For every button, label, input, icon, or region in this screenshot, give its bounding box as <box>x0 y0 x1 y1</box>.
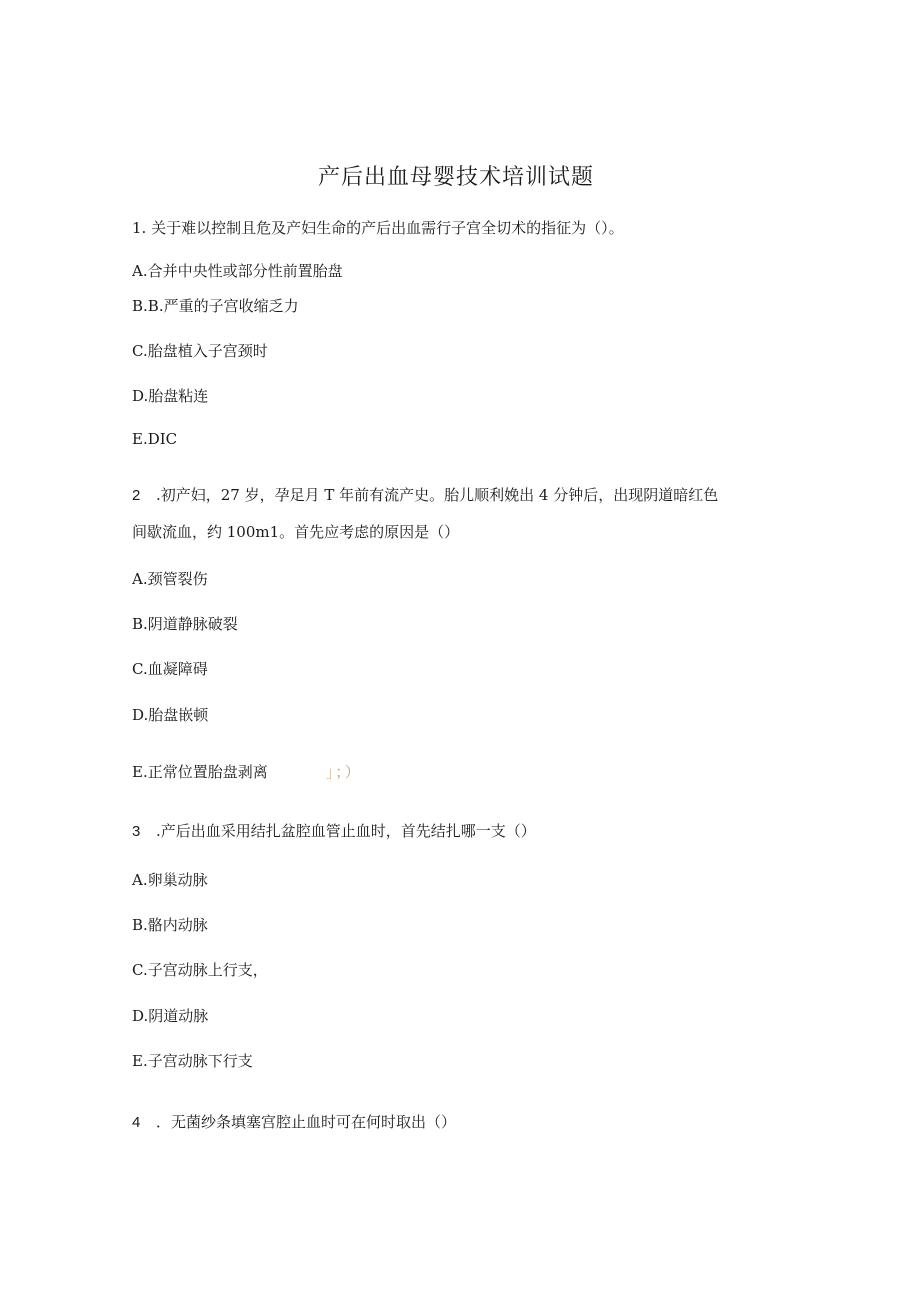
question-2-option-b: B.阴道静脉破裂 <box>132 615 238 633</box>
question-3-stem <box>132 821 536 842</box>
question-4-number: 4 <box>132 1114 141 1131</box>
question-4-stem-text: ．无菌纱条填塞宫腔止血时可在何时取出（） <box>156 1113 457 1131</box>
question-2-option-a: A.颈管裂伤 <box>132 570 208 588</box>
question-1-option-a: A.合并中央性或部分性前置胎盘 <box>132 262 343 280</box>
question-3-option-c: C.子宫动脉上行支， <box>132 961 268 979</box>
question-3-stem-text: .产后出血采用结扎盆腔血管止血时，首先结扎哪一支（） <box>156 822 536 840</box>
question-1-option-d: D.胎盘粘连 <box>132 387 209 405</box>
question-4-stem <box>132 1112 456 1133</box>
question-2-option-c: C.血凝障碍 <box>132 660 208 678</box>
question-3-option-d: D.阴道动脉 <box>132 1007 209 1025</box>
question-3-option-e: E.子宫动脉下行支 <box>132 1052 253 1070</box>
question-1-option-b: B.B.严重的子宫收缩乏力 <box>132 297 299 315</box>
question-2-option-d: D.胎盘嵌顿 <box>132 706 209 724</box>
question-2-stem-line1: .初产妇，27 岁，孕足月 T 年前有流产史。胎儿顺利娩出 4 分钟后，出现阴道暗红色 <box>156 486 719 504</box>
question-2-stem <box>132 485 718 506</box>
question-1-option-e: E.DIC <box>132 430 178 448</box>
question-3-number: 3 <box>132 823 141 840</box>
question-1-option-c: C.胎盘植入子宫颈时 <box>132 342 268 360</box>
question-3-option-b: B.骼内动脉 <box>132 916 208 934</box>
document-title: 产后出血母婴技术培训试题 <box>317 165 594 190</box>
question-1-stem: 1. 关于难以控制且危及产妇生命的产后出血需行子宫全切术的指征为（）。 <box>132 219 624 237</box>
question-2-number: 2 <box>132 487 141 504</box>
question-2-stem-line2: 间歇流血，约 100m1。首先应考虑的原因是（） <box>132 523 460 541</box>
question-2-option-e-row <box>132 762 362 782</box>
question-2-option-e: E.正常位置胎盘剥离 <box>132 763 268 781</box>
scan-artifact-mark: 」；） <box>325 763 362 781</box>
question-3-option-a: A.卵巢动脉 <box>132 871 208 889</box>
